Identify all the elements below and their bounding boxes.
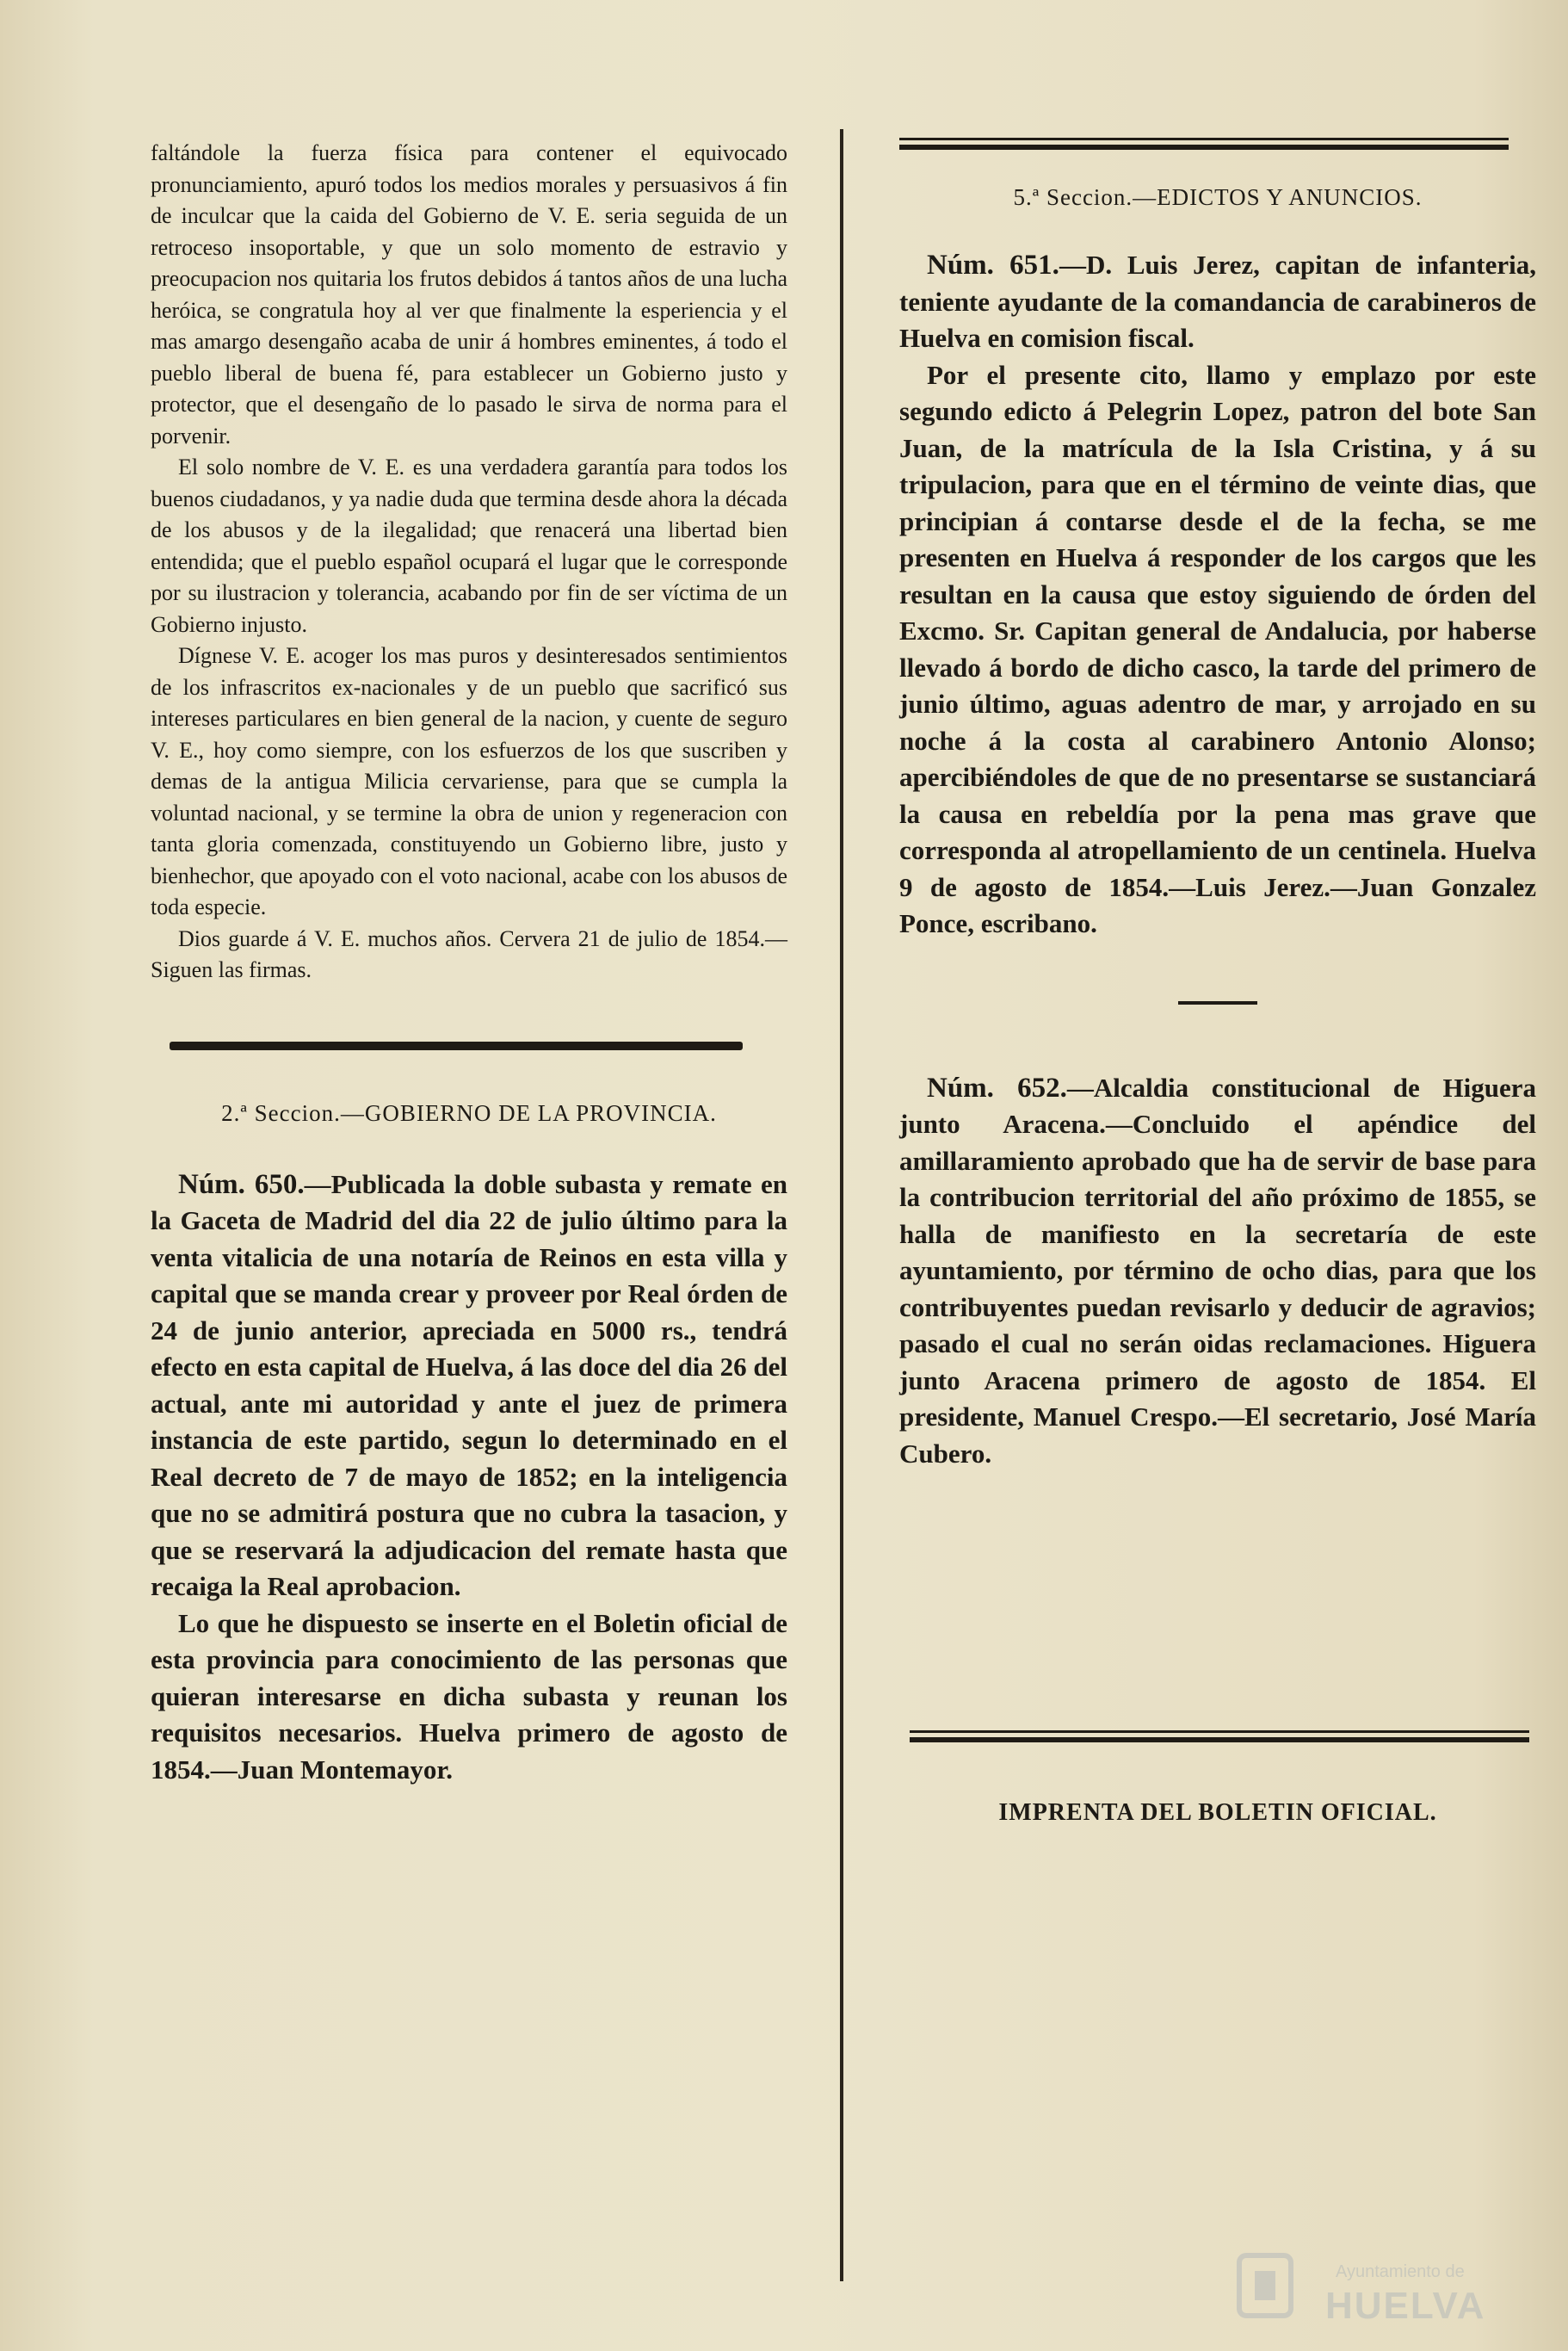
left-column [151,138,787,1788]
notice-651-number: Núm. 651. [927,250,1059,281]
notice-651 [899,247,1536,357]
notice-650-body: —Publicada la doble subasta y remate en la Gaceta de Madrid del dia 22 de julio último para la venta vitalicia de una notaría de Reinos en esta villa y capital que se manda crear y proveer por Real órden de 24 de junio anterior, apreciada en 5000 rs., tendrá efecto en esta capital de Huelva, á las doce del dia 26 del actual, ante mi autoridad y ante el juez de primera instancia de este partido, segun lo determinado en el Real decreto de 7 de mayo de 1852; en la inteligencia que no se admitirá postura que no cubra la tasacion, y que se reservará la adjudicacion del remate hasta que recaiga la Real aprobacion. [151,1168,787,1601]
right-column [899,138,1536,1827]
continuation-paragraph-3: Dígnese V. E. acoger los mas puros y desinteresados sentimientos de los infrascritos ex-nacionales y de un pueblo que sacrificó sus intereses particulares en bien general de la nacion, y cuente de seguro V. E., hoy como siempre, con los esfuerzos de los que suscriben y demas de la antigua Milicia cervariense, para que se cumpla la voluntad nacional, y se termine la obra de union y regeneracion con tanta gloria comenzada, constituyendo un Gobierno libre, justo y bienhechor, que apoyado con el voto nacional, acabe con los abusos de toda especie. [151,643,787,919]
imprint-line: IMPRENTA DEL BOLETIN OFICIAL. [998,1799,1437,1826]
bottom-double-rule [910,1730,1529,1742]
continuation-paragraph-4: Dios guarde á V. E. muchos años. Cervera 21 de julio de 1854.—Siguen las firmas. [151,925,787,982]
notice-652-body: —Alcaldia constitucional de Higuera junto Aracena.—Concluido el apéndice del amillaramiento aprobado que ha de servir de base para la contribucion territorial del año próximo de 1855, se halla de manifiesto en la secretaría de este ayuntamiento, por término de ocho dias, para que los contribuyentes puedan revisarlo y deducir de agravios; pasado el cual no serán oidas reclamaciones. Higuera junto Aracena primero de agosto de 1854. El presidente, Manuel Crespo.—El secretario, José María Cubero. [899,1072,1536,1469]
section-5-heading: 5.ª Seccion.—EDICTOS Y ANUNCIOS. [1013,184,1423,210]
notice-651-body: —D. Luis Jerez, capitan de infanteria, teniente ayudante de la comandancia de carabineros de Huelva en comision fiscal. [899,250,1536,353]
section-2-heading: 2.ª Seccion.—GOBIERNO DE LA PROVINCIA. [221,1099,717,1126]
notice-650-number: Núm. 650. [178,1168,305,1200]
city-crest-icon [1222,2247,1308,2324]
top-double-rule [899,138,1509,150]
notice-652 [899,1070,1536,1473]
watermark-line-1: Ayuntamiento de [1336,2262,1465,2281]
notice-650 [151,1166,787,1605]
section-rule [170,1042,743,1050]
continuation-paragraph-2: El solo nombre de V. E. es una verdadera garantía para todos los buenos ciudadanos, y ya nadie duda que termina desde ahora la década de los abusos y de la ilegalidad; que renacerá una libertad bien entendida; que el pueblo español ocupará el lugar que le corresponde por su ilustracion y tolerancia, acabando por fin de ser víctima de un Gobierno injusto. [151,455,787,637]
watermark-line-2: HUELVA [1325,2285,1486,2327]
archive-watermark [1222,2247,1506,2327]
continuation-paragraph-1: faltándole la fuerza física para contener el equivocado pronunciamiento, apuró todos los medios morales y persuasivos á fin de inculcar que la caida del Gobierno de V. E. seria seguida de un retroceso insoportable, y que un solo momento de estravio y preocupacion nos quitaria los frutos debidos á tantos años de una lucha heróica, se congratula hoy al ver que finalmente la esperiencia y el mas amargo desengaño acaba de unir á hombres eminentes, á todo el pueblo liberal de buena fé, para establecer un Gobierno justo y protector, que el desengaño de lo pasado le sirva de norma para el porvenir. [151,140,787,449]
notice-651-edict: Por el presente cito, llamo y emplazo por este segundo edicto á Pelegrin Lopez, patron del bote San Juan, de la matrícula de la Isla Cristina, y á su tripulacion, para que en el término de veinte dias, que principian á contarse desde el de la fecha, se me presenten en Huelva á responder de los cargos que les resultan en la causa que estoy siguiendo de órden del Excmo. Sr. Capitan general de Andalucia, por haberse llevado á bordo de dicho casco, la tarde del primero de junio último, aguas adentro de mar, y arrojado en su noche á la costa al carabinero Antonio Alonso; apercibiéndoles de que de no presentarse se sustanciará la causa en rebeldía por la pena mas grave que corresponda al atropellamiento de un centinela. Huelva 9 de agosto de 1854.—Luis Jerez.—Juan Gonzalez Ponce, escribano. [899,359,1536,938]
notice-652-number: Núm. 652. [927,1072,1067,1104]
column-divider [840,129,843,2281]
notice-650-closing: Lo que he dispuesto se inserte en el Boletin oficial de esta provincia para conocimiento de las personas que quieran interesarse en dicha subasta y reunan los requisitos necesarios. Huelva primero de agosto de 1854.—Juan Montemayor. [151,1607,787,1785]
